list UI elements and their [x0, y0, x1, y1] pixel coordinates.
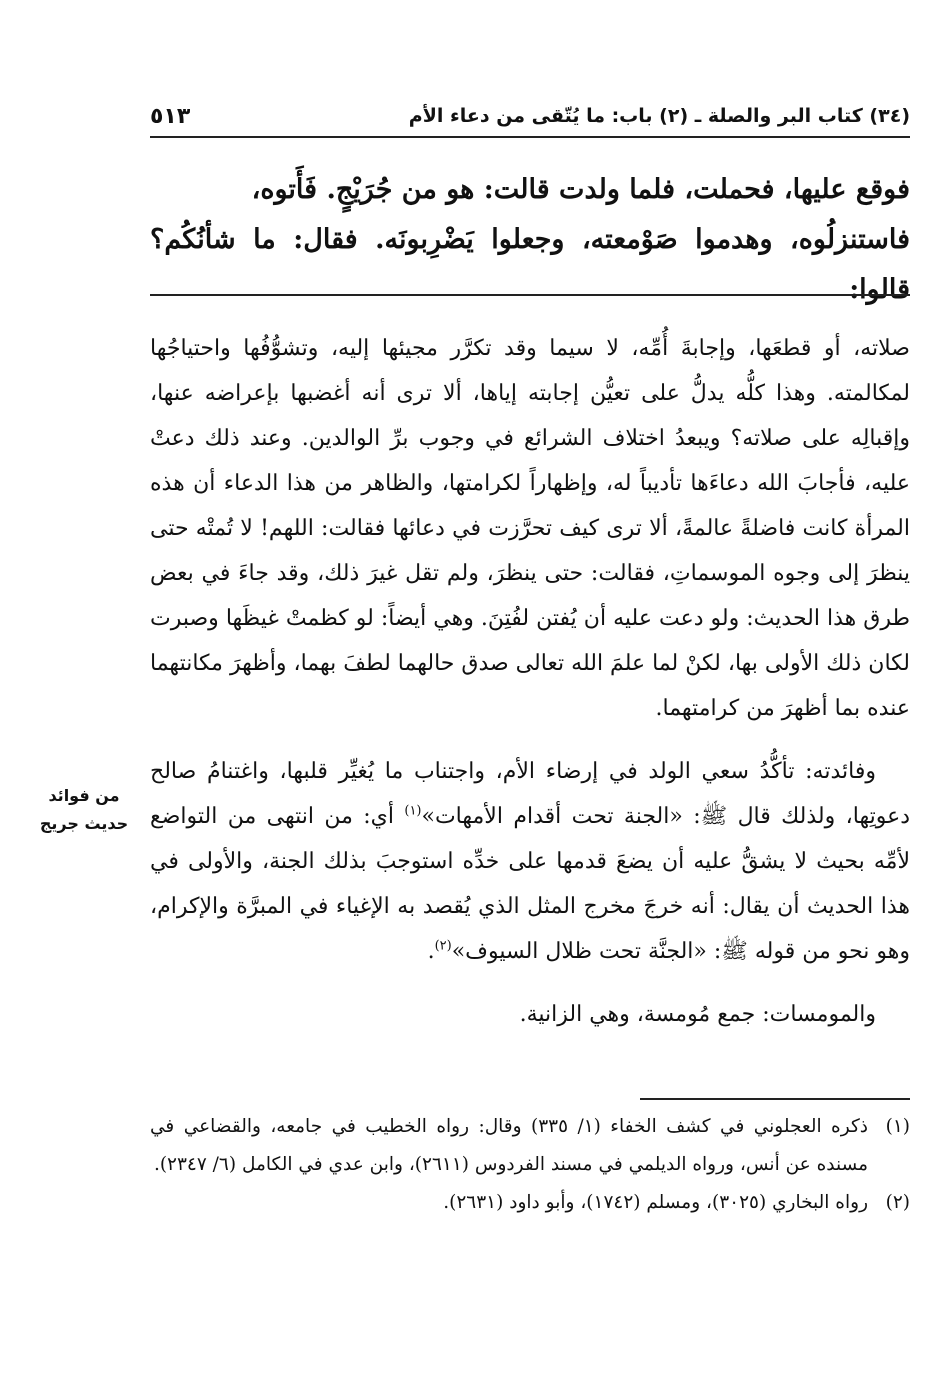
footnote-reference: (٢) [434, 938, 452, 954]
hadith-line: فاستنزلُوه، وهدموا صَوْمعته، وجعلوا يَضْرِبونَه. فقال: ما شأنُكُم؟ قالوا: [150, 224, 910, 305]
footnote-text: ذكره العجلوني في كشف الخفاء (١/ ٣٣٥) وقال: رواه الخطيب في جامعه، والقضاعي في مسنده عن أنس، ورواه الديلمي في مسند الفردوس (٢٦١١)، وابن عدي في الكامل (٦/ ٢٣٤٧). [150, 1116, 868, 1175]
footnote-divider [640, 1098, 910, 1100]
commentary-paragraph: صلاته، أو قطعَها، وإجابةَ أُمِّه، لا سيما وقد تكرَّر مجيئها إليه، وتشوُّفُها واحتياجُها لمكالمته. وهذا كلُّه يدلُّ على تعيُّن إجابته إياها، ألا ترى أنه أغضبها بإعراضه عنها، وإقبالِه على صلاته؟ ويبعدُ اختلاف الشرائع في وجوب برِّ الوالدين. وعند ذلك دعتْ عليه، فأجابَ الله دعاءَها تأديباً له، وإظهاراً لكرامتها، والظاهر من هذا الدعاء أن هذه المرأة كانت فاضلةً عالمةً، ألا ترى كيف تحرَّزت في دعائها فقالت: اللهم! لا تُمتْه حتى ينظرَ إلى وجوه الموسماتِ، فقالت: حتى ينظرَ، ولم تقل غيرَ ذلك، وقد جاءَ في بعض طرق هذا الحديث: ولو دعت عليه أن يُفتن لفُتِنَ. وهي أيضاً: لو كظمتْ غيظَها وصبرت لكان ذلك الأولى بها، لكنْ لما علمَ الله تعالى صدق حالهما لطفَ بهما، وأظهرَ مكانتهما عنده بما أظهرَ من كرامتهما. [150, 336, 910, 721]
footnote [150, 1108, 910, 1184]
margin-note [22, 782, 146, 838]
footnote-marker: (٢) [885, 1192, 910, 1213]
commentary-text-run: أي: من انتهى من التواضع لأمِّه بحيث لا يشقُّ عليه أن يضعَ قدمها على خدِّه استوجبَ بذلك الجنة، والأولى في هذا الحديث أن يقال: أنه خرجَ مخرج المثل الذي يُقصد به الإغياء في المبرَّة والإكرام، وهو نحو من قوله ﷺ: «الجنَّة تحت ظلال السيوف» [150, 804, 910, 964]
footnote [150, 1184, 910, 1222]
commentary-paragraph: والمومسات: جمع مُومسة، وهي الزانية. [519, 1002, 876, 1027]
page-header [150, 96, 910, 138]
footnotes [150, 1108, 910, 1222]
footnote-marker: (١) [885, 1116, 910, 1137]
commentary-text-run: . [427, 939, 435, 964]
commentary-text-run: وفائدته: تأكُّدُ سعي الولد في إرضاء الأم، واجتناب ما يُغيِّر قلبها، واغتنامُ صالح دعوتِها، ولذلك قال ﷺ: «الجنة تحت أقدام الأمهات» [150, 759, 910, 829]
running-title: (٣٤) كتاب البر والصلة ـ (٢) باب: ما يُتّقى من دعاء الأم [408, 105, 910, 127]
hadith-divider [150, 294, 910, 296]
footnote-reference: (١) [404, 803, 422, 819]
hadith-line: فوقع عليها، فحملت، فلما ولدت قالت: هو من جُرَيْجٍ. فَأَتوه، [251, 174, 910, 205]
commentary-text [150, 326, 910, 1055]
margin-note-line: حديث جريج [39, 814, 129, 833]
hadith-text [150, 165, 910, 315]
footnote-text: رواه البخاري (٣٠٢٥)، ومسلم (١٧٤٢)، وأبو داود (٢٦٣١). [443, 1192, 868, 1213]
commentary-paragraph [150, 749, 910, 974]
margin-note-line: من فوائد [48, 786, 120, 805]
page-number: ٥١٣ [150, 103, 191, 129]
